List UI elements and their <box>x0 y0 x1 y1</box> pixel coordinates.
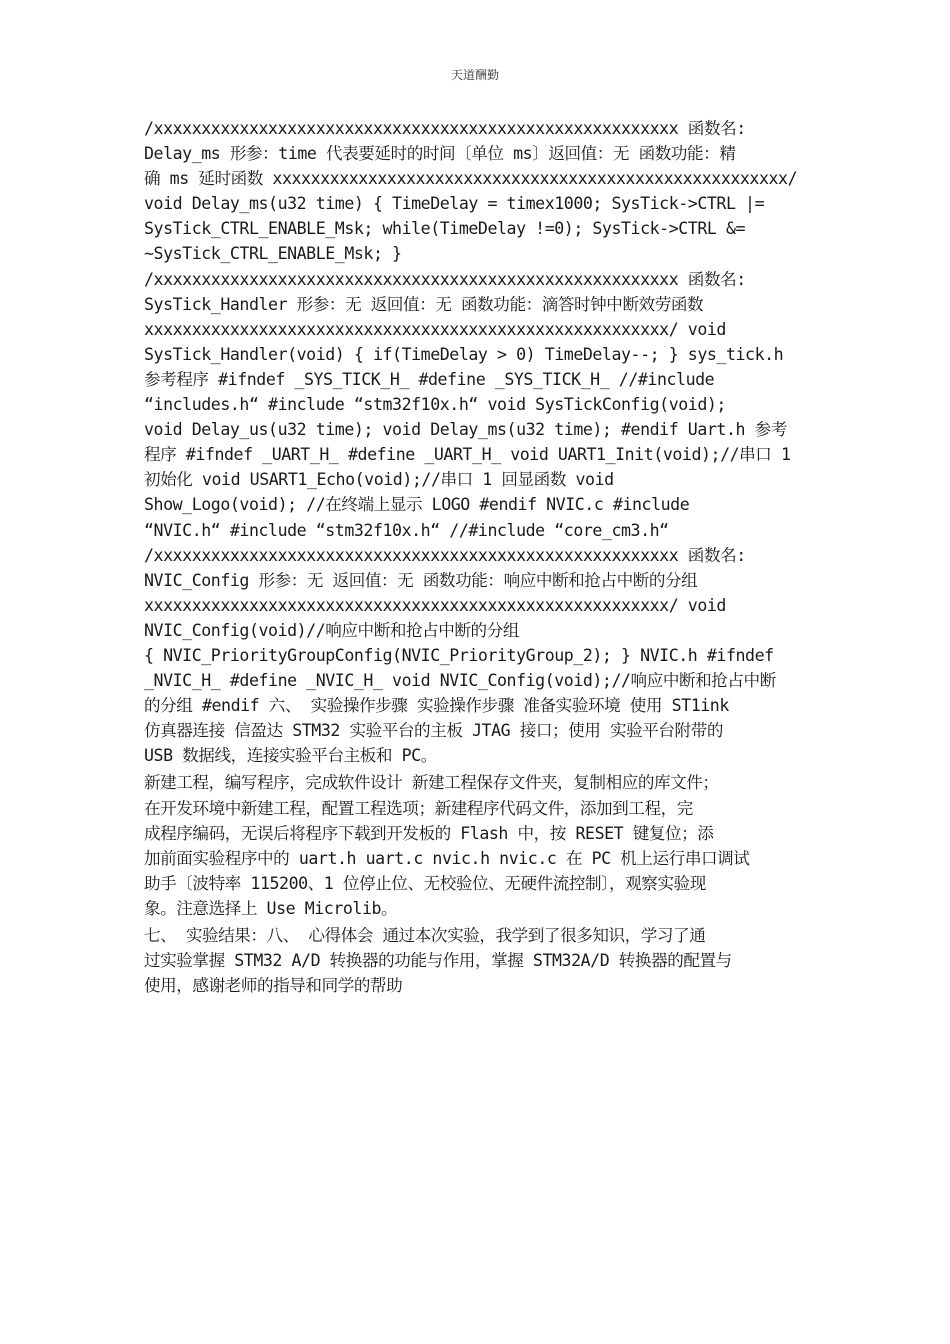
text-line: 助手〔波特率 115200、1 位停止位、无校验位、无硬件流控制〕，观察实验现 <box>144 873 706 893</box>
text-line: SysTick_Handler(void) { if(TimeDelay > 0) TimeDelay--; } sys_tick.h <box>144 344 784 364</box>
text-line: 加前面实验程序中的 uart.h uart.c nvic.h nvic.c 在 PC 机上运行串口调试 <box>144 848 750 868</box>
text-line: “includes.h“ #include “stm32f10x.h“ void SysTickConfig(void); <box>144 395 726 415</box>
text-line: SysTick_Handler 形参：无 返回值：无 函数功能：滴答时钟中断效劳函数 <box>144 294 704 314</box>
text-line: USB 数据线，连接实验平台主板和 PC。 <box>144 746 437 766</box>
text-line: Show_Logo(void); //在终端上显示 LOGO #endif NVIC.c #include <box>144 495 690 515</box>
text-line: { NVIC_PriorityGroupConfig(NVIC_PriorityGroup_2); } NVIC.h #ifndef <box>144 645 774 665</box>
text-line: 象。注意选择上 Use Microlib。 <box>144 898 398 918</box>
text-line: NVIC_Config 形参：无 返回值：无 函数功能：响应中断和抢占中断的分组 <box>144 570 698 590</box>
document-body <box>144 116 808 1000</box>
text-line: ~SysTick_CTRL_ENABLE_Msk; } <box>144 244 402 264</box>
text-line: 成程序编码，无误后将程序下载到开发板的 Flash 中，按 RESET 键复位；添 <box>144 823 714 843</box>
text-line: xxxxxxxxxxxxxxxxxxxxxxxxxxxxxxxxxxxxxxxxxxxxxxxxxxxxxxx/ void <box>144 319 726 339</box>
text-line: /xxxxxxxxxxxxxxxxxxxxxxxxxxxxxxxxxxxxxxxxxxxxxxxxxxxxxxx 函数名: <box>144 119 746 138</box>
text-line: 新建工程，编写程序，完成软件设计 新建工程保存文件夹，复制相应的库文件； <box>144 773 719 793</box>
code-paragraph <box>144 116 808 768</box>
text-line: “NVIC.h“ #include “stm32f10x.h“ //#include “core_cm3.h“ <box>144 520 669 540</box>
page-header-motto: 天道酬勤 <box>450 68 499 82</box>
text-line: xxxxxxxxxxxxxxxxxxxxxxxxxxxxxxxxxxxxxxxxxxxxxxxxxxxxxxx/ void <box>144 595 726 615</box>
text-line: _NVIC_H_ #define _NVIC_H_ void NVIC_Config(void);//响应中断和抢占中断 <box>144 671 776 691</box>
text-line: 仿真器连接 信盈达 STM32 实验平台的主板 JTAG 接口；使用 实验平台附带的 <box>144 721 723 741</box>
text-line: 确 ms 延时函数 xxxxxxxxxxxxxxxxxxxxxxxxxxxxxxxxxxxxxxxxxxxxxxxxxxxxxx/ <box>144 169 798 189</box>
text-line: 程序 #ifndef _UART_H_ #define _UART_H_ void UART1_Init(void);//串口 1 <box>144 445 791 465</box>
steps-paragraph <box>144 770 808 921</box>
text-line: SysTick_CTRL_ENABLE_Msk; while(TimeDelay !=0); SysTick->CTRL &= <box>144 219 746 239</box>
text-line: 在开发环境中新建工程，配置工程选项；新建程序代码文件，添加到工程，完 <box>144 798 693 818</box>
text-line: 七、 实验结果：八、 心得体会 通过本次实验，我学到了很多知识，学习了通 <box>144 926 706 945</box>
text-line: 参考程序 #ifndef _SYS_TICK_H_ #define _SYS_TICK_H_ //#include <box>144 369 715 389</box>
text-line: void Delay_us(u32 time); void Delay_ms(u32 time); #endif Uart.h 参考 <box>144 420 787 440</box>
text-line: NVIC_Config(void)//响应中断和抢占中断的分组 <box>144 620 519 640</box>
text-line: /xxxxxxxxxxxxxxxxxxxxxxxxxxxxxxxxxxxxxxxxxxxxxxxxxxxxxxx 函数名: <box>144 269 746 289</box>
text-line: 初始化 void USART1_Echo(void);//串口 1 回显函数 void <box>144 470 614 490</box>
text-line: 使用，感谢老师的指导和同学的帮助 <box>144 976 403 996</box>
text-line: /xxxxxxxxxxxxxxxxxxxxxxxxxxxxxxxxxxxxxxxxxxxxxxxxxxxxxxx 函数名: <box>144 545 746 565</box>
text-line: Delay_ms 形参：time 代表要延时的时间〔单位 ms〕返回值：无 函数功能：精 <box>144 144 736 164</box>
text-line: 过实验掌握 STM32 A/D 转换器的功能与作用，掌握 STM32A/D 转换器的配置与 <box>144 951 732 971</box>
text-line: 的分组 #endif 六、 实验操作步骤 实验操作步骤 准备实验环境 使用 ST1ink <box>144 696 729 716</box>
results-paragraph <box>144 923 808 998</box>
text-line: void Delay_ms(u32 time) { TimeDelay = timex1000; SysTick->CTRL |= <box>144 194 765 214</box>
